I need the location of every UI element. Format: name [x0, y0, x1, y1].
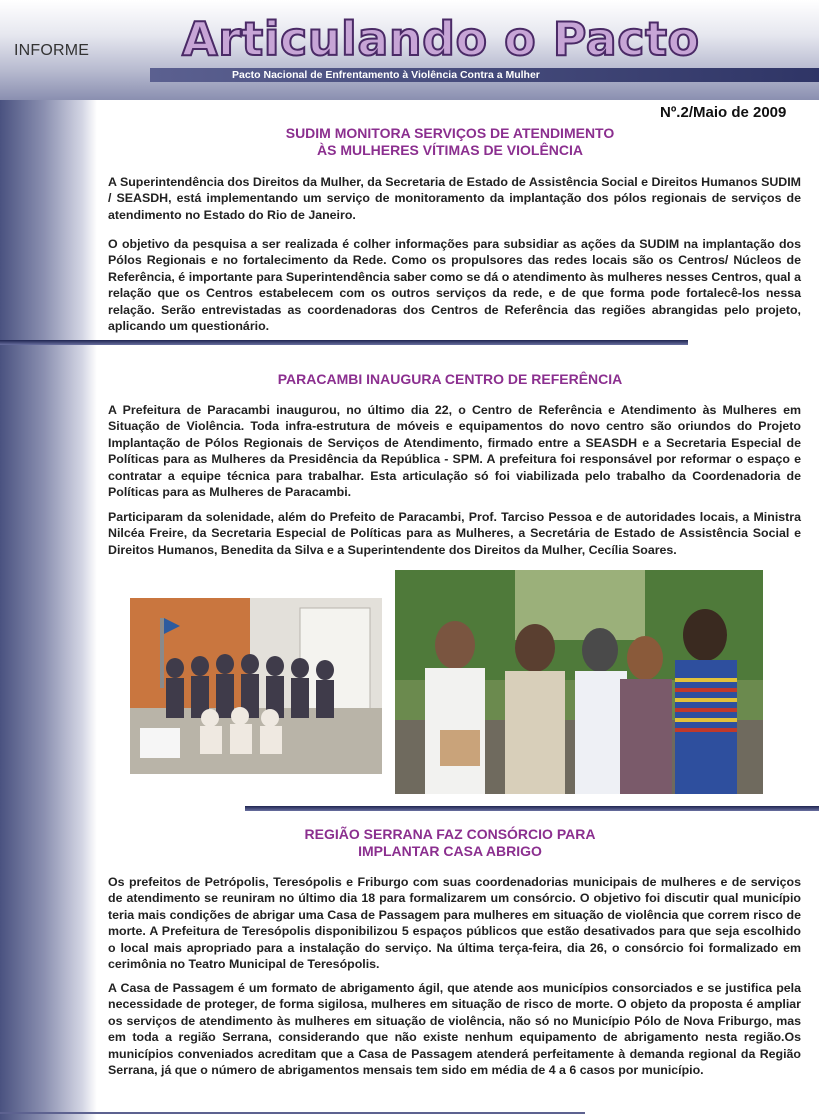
article-1-headline-line2: ÀS MULHERES VÍTIMAS DE VIOLÊNCIA: [316, 142, 584, 158]
article-2-paragraph-1: A Prefeitura de Paracambi inaugurou, no último dia 22, o Centro de Referência e Atendimento às Mulheres em Situação de Violência. Toda infra-estrutura de móveis e equipamentos do novo centro são oriundos do Projeto Implantação de Pólos Regionais de Serviços de Atendimento, firmado entre a SEASDH e a Secretaria Especial de Políticas para as Mulheres da Presidência da República - SPM. A prefeitura foi responsável por reformar o espaço e contratar a equipe técnica para trabalhar. Esta articulação só foi viabilizada pelo trabalho da Coordenadoria de Políticas para as Mulheres de Paracambi.: [108, 403, 801, 500]
issue-number: Nº.2/Maio de 2009: [660, 104, 787, 121]
article-3-paragraph-1: Os prefeitos de Petrópolis, Teresópolis e Friburgo com suas coordenadorias municipais de mulheres e de serviços de atendimento se reuniram no último dia 18 para formalizarem um consórcio. O objetivo foi discutir qual município teria mais condições de abrigar uma Casa de Passagem para mulheres em situação de violência que correm risco de morte. A Prefeitura de Teresópolis disponibilizou 5 espaços públicos que estão desativados para que seja escolhido o local mais apropriado para a instalação do serviço. Na última terça-feira, dia 26, o consórcio foi formalizado em cerimônia no Teatro Municipal de Teresópolis.: [108, 875, 801, 972]
article-1-paragraph-2: O objetivo da pesquisa a ser realizada é colher informações para subsidiar as ações da SUDIM na implantação dos Pólos Regionais e no fortalecimento da Rede. Como os propulsores das redes locais são os Centros/ Núcleos de Referência, é importante para Superintendência saber como se dá o atendimento às mulheres nesses Centros, qual a relação que os Centros estabelecem com os outros serviços da rede, e de que forma pode fortalecê-los nessa relação. Serão entrevistadas as coordenadoras dos Centros de Referência das regiões abrangidas pelo projeto, aplicando um questionário.: [108, 237, 801, 334]
informe-label: INFORME: [14, 42, 90, 59]
newsletter-subtitle: Pacto Nacional de Enfrentamento à Violência Contra a Mulher: [232, 69, 540, 81]
bottom-divider: [0, 1112, 585, 1114]
article-1-headline-line1: SUDIM MONITORA SERVIÇOS DE ATENDIMENTO: [285, 125, 615, 141]
article-3-headline-line2: IMPLANTAR CASA ABRIGO: [358, 843, 542, 859]
article-1-headline: [150, 125, 750, 159]
left-gradient-band: [0, 95, 97, 1120]
article-3-paragraph-2: A Casa de Passagem é um formato de abrigamento ágil, que atende aos municípios consorciados e se justifica pela necessidade de proteger, de forma sigilosa, mulheres em situação de risco de morte. O objeto da proposta é ampliar os serviços de atendimento às mulheres em situação de violência, não só no Município Pólo de Nova Friburgo, mas em toda a região Serrana, considerando que não existe nenhum equipamento de abrigamento nesta região.Os municípios conveniados acreditam que a Casa de Passagem atenderá perfeitamente à demanda regional da Região Serrana, já que o número de abrigamentos mensais tem sido em média de 4 a 6 casos por município.: [108, 981, 801, 1078]
article-2-paragraph-2: Participaram da solenidade, além do Prefeito de Paracambi, Prof. Tarciso Pessoa e de autoridades locais, a Ministra Nilcéa Freire, da Secretaria Especial de Políticas para as Mulheres, a Secretária de Estado de Assistência Social e Direitos Humanos, Benedita da Silva e a Superintendente dos Direitos da Mulher, Cecília Soares.: [108, 510, 801, 557]
article-1-paragraph-1: A Superintendência dos Direitos da Mulher, da Secretaria de Estado de Assistência Social e Direitos Humanos SUDIM / SEASDH, está implementando um serviço de monitoramento da implantação dos pólos regionais de serviços de atendimento no Estado do Rio de Janeiro.: [108, 175, 801, 222]
article-2-headline-line1: PARACAMBI INAUGURA CENTRO DE REFERÊNCIA: [277, 371, 623, 387]
authorities-photo: [395, 570, 763, 794]
inauguration-group-photo: [130, 598, 382, 774]
article-3-headline: [150, 826, 750, 860]
section-divider-2: [245, 806, 819, 811]
article-2-headline: [150, 371, 750, 388]
section-divider-1: [0, 340, 688, 345]
newsletter-title: Articulando o Pacto: [182, 12, 700, 66]
article-3-headline-line1: REGIÃO SERRANA FAZ CONSÓRCIO PARA: [304, 826, 596, 842]
